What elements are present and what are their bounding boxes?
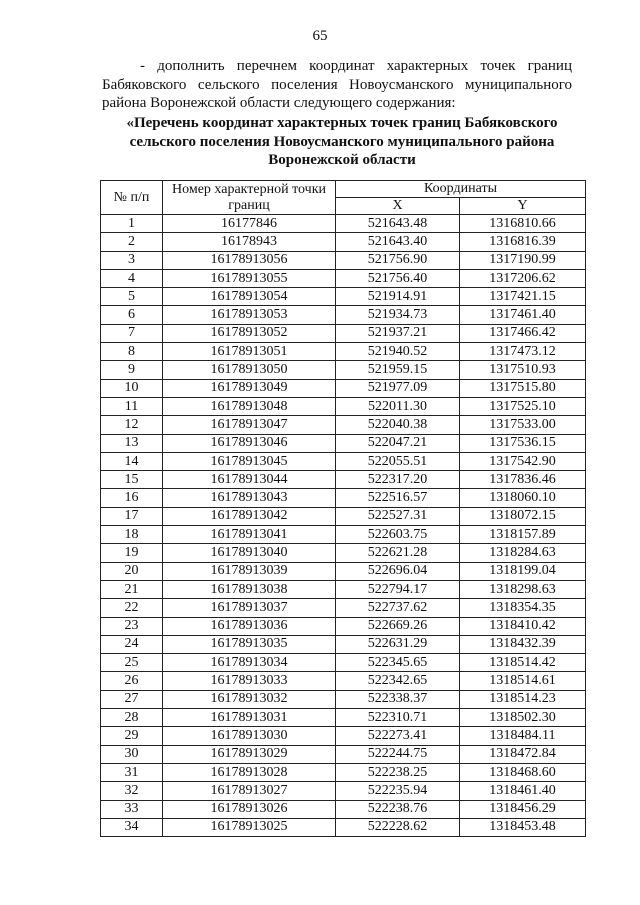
header-coordinates: Координаты bbox=[336, 181, 586, 198]
cell-point-id: 16178913046 bbox=[163, 434, 336, 452]
cell-x: 521940.52 bbox=[336, 343, 460, 361]
cell-point-id: 16178913047 bbox=[163, 416, 336, 434]
table-row bbox=[101, 599, 586, 617]
cell-point-id: 16178913050 bbox=[163, 361, 336, 379]
cell-number: 31 bbox=[101, 763, 163, 781]
cell-x: 521914.91 bbox=[336, 288, 460, 306]
cell-y: 1318461.40 bbox=[460, 782, 586, 800]
cell-x: 522228.62 bbox=[336, 818, 460, 836]
cell-number: 1 bbox=[101, 215, 163, 233]
cell-x: 522055.51 bbox=[336, 452, 460, 470]
cell-y: 1318199.04 bbox=[460, 562, 586, 580]
cell-point-id: 16178913043 bbox=[163, 489, 336, 507]
cell-number: 27 bbox=[101, 690, 163, 708]
cell-x: 522342.65 bbox=[336, 672, 460, 690]
cell-point-id: 16178913040 bbox=[163, 544, 336, 562]
cell-y: 1316816.39 bbox=[460, 233, 586, 251]
table-row bbox=[101, 635, 586, 653]
cell-y: 1318157.89 bbox=[460, 526, 586, 544]
cell-number: 26 bbox=[101, 672, 163, 690]
table-row bbox=[101, 763, 586, 781]
cell-point-id: 16178913054 bbox=[163, 288, 336, 306]
cell-number: 18 bbox=[101, 526, 163, 544]
cell-number: 29 bbox=[101, 727, 163, 745]
cell-x: 521756.40 bbox=[336, 269, 460, 287]
table-row bbox=[101, 818, 586, 836]
table-row bbox=[101, 709, 586, 727]
cell-x: 522621.28 bbox=[336, 544, 460, 562]
cell-point-id: 16178913026 bbox=[163, 800, 336, 818]
cell-point-id: 16178913030 bbox=[163, 727, 336, 745]
coordinates-table bbox=[100, 180, 586, 837]
cell-number: 25 bbox=[101, 654, 163, 672]
cell-x: 522317.20 bbox=[336, 471, 460, 489]
cell-y: 1317510.93 bbox=[460, 361, 586, 379]
cell-y: 1318072.15 bbox=[460, 507, 586, 525]
cell-point-id: 16178913056 bbox=[163, 251, 336, 269]
cell-number: 19 bbox=[101, 544, 163, 562]
cell-point-id: 16178913036 bbox=[163, 617, 336, 635]
table-header bbox=[101, 181, 586, 215]
table-row bbox=[101, 452, 586, 470]
cell-point-id: 16178913027 bbox=[163, 782, 336, 800]
cell-number: 12 bbox=[101, 416, 163, 434]
cell-y: 1318502.30 bbox=[460, 709, 586, 727]
header-point-id: Номер характерной точки границ bbox=[163, 181, 336, 215]
cell-y: 1317190.99 bbox=[460, 251, 586, 269]
cell-number: 15 bbox=[101, 471, 163, 489]
cell-number: 3 bbox=[101, 251, 163, 269]
cell-y: 1318060.10 bbox=[460, 489, 586, 507]
cell-point-id: 16178913039 bbox=[163, 562, 336, 580]
cell-point-id: 16178913053 bbox=[163, 306, 336, 324]
table-row bbox=[101, 690, 586, 708]
cell-number: 22 bbox=[101, 599, 163, 617]
table-row bbox=[101, 489, 586, 507]
cell-x: 521934.73 bbox=[336, 306, 460, 324]
cell-point-id: 16178913033 bbox=[163, 672, 336, 690]
table-row bbox=[101, 269, 586, 287]
cell-y: 1318453.48 bbox=[460, 818, 586, 836]
table-row bbox=[101, 800, 586, 818]
cell-number: 20 bbox=[101, 562, 163, 580]
cell-y: 1317461.40 bbox=[460, 306, 586, 324]
cell-y: 1318284.63 bbox=[460, 544, 586, 562]
header-x: X bbox=[336, 198, 460, 215]
table-row bbox=[101, 379, 586, 397]
cell-number: 5 bbox=[101, 288, 163, 306]
cell-x: 522011.30 bbox=[336, 397, 460, 415]
cell-number: 24 bbox=[101, 635, 163, 653]
table-row bbox=[101, 288, 586, 306]
table-row bbox=[101, 434, 586, 452]
cell-point-id: 16178913035 bbox=[163, 635, 336, 653]
cell-y: 1318354.35 bbox=[460, 599, 586, 617]
cell-point-id: 16178913034 bbox=[163, 654, 336, 672]
cell-y: 1317836.46 bbox=[460, 471, 586, 489]
cell-y: 1318514.42 bbox=[460, 654, 586, 672]
table-row bbox=[101, 617, 586, 635]
header-number: № п/п bbox=[101, 181, 163, 215]
cell-x: 522603.75 bbox=[336, 526, 460, 544]
cell-point-id: 16178913049 bbox=[163, 379, 336, 397]
cell-y: 1318472.84 bbox=[460, 745, 586, 763]
cell-x: 522527.31 bbox=[336, 507, 460, 525]
cell-number: 17 bbox=[101, 507, 163, 525]
cell-point-id: 16178913041 bbox=[163, 526, 336, 544]
cell-x: 522338.37 bbox=[336, 690, 460, 708]
cell-point-id: 16178943 bbox=[163, 233, 336, 251]
cell-y: 1318432.39 bbox=[460, 635, 586, 653]
cell-y: 1317515.80 bbox=[460, 379, 586, 397]
cell-y: 1316810.66 bbox=[460, 215, 586, 233]
cell-point-id: 16178913045 bbox=[163, 452, 336, 470]
table-row bbox=[101, 782, 586, 800]
cell-point-id: 16178913055 bbox=[163, 269, 336, 287]
cell-x: 522669.26 bbox=[336, 617, 460, 635]
cell-y: 1317536.15 bbox=[460, 434, 586, 452]
cell-point-id: 16178913037 bbox=[163, 599, 336, 617]
table-row bbox=[101, 416, 586, 434]
cell-y: 1318410.42 bbox=[460, 617, 586, 635]
cell-number: 7 bbox=[101, 324, 163, 342]
cell-y: 1317542.90 bbox=[460, 452, 586, 470]
table-row bbox=[101, 471, 586, 489]
cell-number: 28 bbox=[101, 709, 163, 727]
cell-number: 30 bbox=[101, 745, 163, 763]
cell-x: 522238.25 bbox=[336, 763, 460, 781]
cell-point-id: 16178913042 bbox=[163, 507, 336, 525]
table-row bbox=[101, 580, 586, 598]
cell-x: 522737.62 bbox=[336, 599, 460, 617]
cell-number: 14 bbox=[101, 452, 163, 470]
cell-point-id: 16178913048 bbox=[163, 397, 336, 415]
cell-y: 1317533.00 bbox=[460, 416, 586, 434]
cell-x: 521756.90 bbox=[336, 251, 460, 269]
cell-x: 522631.29 bbox=[336, 635, 460, 653]
cell-x: 522235.94 bbox=[336, 782, 460, 800]
cell-y: 1318468.60 bbox=[460, 763, 586, 781]
cell-x: 521643.48 bbox=[336, 215, 460, 233]
cell-point-id: 16178913031 bbox=[163, 709, 336, 727]
cell-y: 1318298.63 bbox=[460, 580, 586, 598]
cell-y: 1317421.15 bbox=[460, 288, 586, 306]
header-y: Y bbox=[460, 198, 586, 215]
cell-point-id: 16178913032 bbox=[163, 690, 336, 708]
cell-number: 16 bbox=[101, 489, 163, 507]
table-row bbox=[101, 361, 586, 379]
cell-x: 522516.57 bbox=[336, 489, 460, 507]
table-row bbox=[101, 745, 586, 763]
table-row bbox=[101, 397, 586, 415]
cell-number: 34 bbox=[101, 818, 163, 836]
cell-x: 522273.41 bbox=[336, 727, 460, 745]
table-title: «Перечень координат характерных точек границ Бабяковского сельского поселения Новоусманского муниципального района Воронежской области bbox=[126, 115, 558, 168]
table-row bbox=[101, 654, 586, 672]
table-row bbox=[101, 526, 586, 544]
cell-number: 9 bbox=[101, 361, 163, 379]
table-row bbox=[101, 562, 586, 580]
cell-point-id: 16177846 bbox=[163, 215, 336, 233]
cell-x: 522696.04 bbox=[336, 562, 460, 580]
cell-x: 522310.71 bbox=[336, 709, 460, 727]
cell-number: 10 bbox=[101, 379, 163, 397]
cell-y: 1318514.23 bbox=[460, 690, 586, 708]
table-row bbox=[101, 672, 586, 690]
cell-x: 522047.21 bbox=[336, 434, 460, 452]
table-row bbox=[101, 544, 586, 562]
cell-point-id: 16178913044 bbox=[163, 471, 336, 489]
cell-x: 522345.65 bbox=[336, 654, 460, 672]
cell-y: 1318456.29 bbox=[460, 800, 586, 818]
cell-number: 21 bbox=[101, 580, 163, 598]
cell-x: 522238.76 bbox=[336, 800, 460, 818]
cell-number: 23 bbox=[101, 617, 163, 635]
cell-x: 522244.75 bbox=[336, 745, 460, 763]
cell-number: 32 bbox=[101, 782, 163, 800]
cell-y: 1317206.62 bbox=[460, 269, 586, 287]
cell-point-id: 16178913025 bbox=[163, 818, 336, 836]
table-row bbox=[101, 233, 586, 251]
cell-x: 521937.21 bbox=[336, 324, 460, 342]
cell-point-id: 16178913029 bbox=[163, 745, 336, 763]
cell-y: 1317473.12 bbox=[460, 343, 586, 361]
page-number: 65 bbox=[312, 28, 328, 44]
cell-y: 1317525.10 bbox=[460, 397, 586, 415]
cell-x: 521977.09 bbox=[336, 379, 460, 397]
cell-number: 11 bbox=[101, 397, 163, 415]
cell-x: 522794.17 bbox=[336, 580, 460, 598]
cell-point-id: 16178913052 bbox=[163, 324, 336, 342]
cell-number: 6 bbox=[101, 306, 163, 324]
table-row bbox=[101, 324, 586, 342]
cell-number: 8 bbox=[101, 343, 163, 361]
table-body bbox=[101, 215, 586, 837]
cell-x: 521643.40 bbox=[336, 233, 460, 251]
table-row bbox=[101, 251, 586, 269]
cell-point-id: 16178913051 bbox=[163, 343, 336, 361]
cell-y: 1317466.42 bbox=[460, 324, 586, 342]
cell-number: 13 bbox=[101, 434, 163, 452]
cell-point-id: 16178913038 bbox=[163, 580, 336, 598]
table-row bbox=[101, 727, 586, 745]
table-row bbox=[101, 507, 586, 525]
cell-y: 1318514.61 bbox=[460, 672, 586, 690]
cell-number: 2 bbox=[101, 233, 163, 251]
cell-y: 1318484.11 bbox=[460, 727, 586, 745]
intro-paragraph: - дополнить перечнем координат характерных точек границ Бабяковского сельского поселения Новоусманского муниципального района Воронежской области следующего содержания: bbox=[102, 58, 572, 111]
cell-point-id: 16178913028 bbox=[163, 763, 336, 781]
cell-number: 4 bbox=[101, 269, 163, 287]
table-row bbox=[101, 343, 586, 361]
table-row bbox=[101, 215, 586, 233]
cell-x: 522040.38 bbox=[336, 416, 460, 434]
cell-number: 33 bbox=[101, 800, 163, 818]
cell-x: 521959.15 bbox=[336, 361, 460, 379]
table-row bbox=[101, 306, 586, 324]
